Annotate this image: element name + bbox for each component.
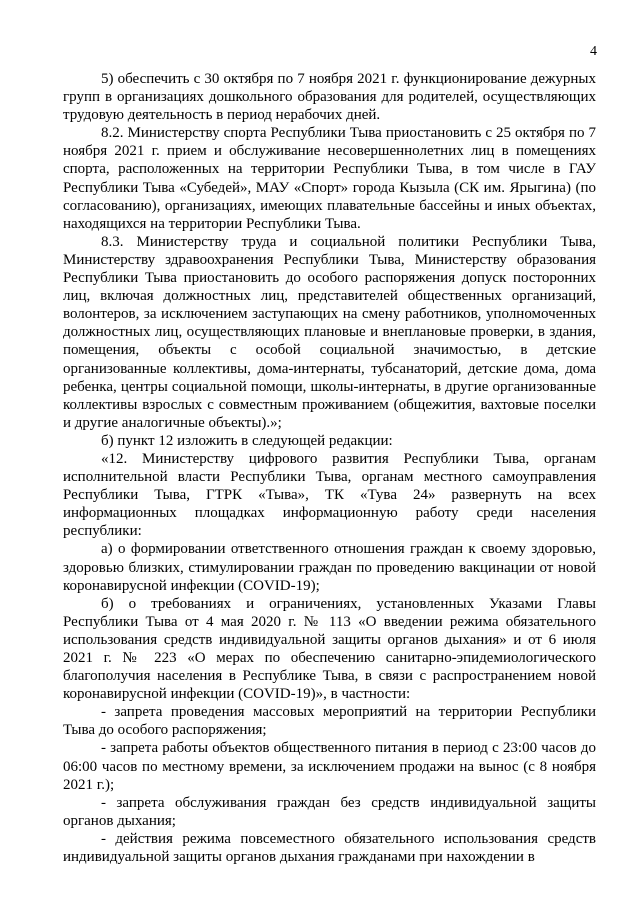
paragraph-point-12-amendment: б) пункт 12 изложить в следующей редакции:	[101, 432, 393, 449]
document-body	[63, 70, 596, 866]
paragraph-8-2-sports-ministry: 8.2. Министерству спорта Республики Тыва приостановить с 25 октября по 7 ноября 2021 г. прием и обслуживание несовершеннолетних лиц в помещениях спорта, расположенных на территории Республики Тыва, в том числе в ГАУ Республики Тыва «Субедей», МАУ «Спорт» города Кызыла (СК им. Ярыгина) (по согласованию), организациях, имеющих плавательные бассейны и иных объектах, находящихся на территории Республики Тыва.	[63, 125, 596, 232]
paragraph-8-3-labor-ministry: 8.3. Министерству труда и социальной политики Республики Тыва, Министерству здравоохранения Республики Тыва, Министерству образования Республики Тыва приостановить до особого распоряжения допуск посторонних лиц, включая должностных лиц, представителей общественных организаций, волонтеров, за исключением заступающих на смену работников, уполномоченных должностных лиц, осуществляющих плановые и внеплановые проверки, в здания, помещения, объекты с особой социальной значимостью, в детские организованные коллективы, дома-интернаты, тубсанаторий, детские дома, дома ребенка, центры социальной помощи, школы-интернаты, в другие организованные коллективы взрослых с совместным проживанием (общежития, вахтовые поселки и другие аналогичные объекты).»;	[63, 233, 596, 431]
list-item-mask-regime: - действия режима повсеместного обязательного использования средств индивидуальной защиты органов дыхания гражданами при нахождении в	[63, 830, 596, 866]
paragraph-day-care-groups: 5) обеспечить с 30 октября по 7 ноября 2021 г. функционирование дежурных групп в организациях дошкольного образования для родителей, осуществляющих трудовую деятельность в период нерабочих дней.	[63, 71, 596, 124]
list-item-catering-ban: - запрета работы объектов общественного питания в период с 23:00 часов до 06:00 часов по местному времени, за исключением продажи на вынос (с 8 ноября 2021 г.);	[63, 740, 596, 793]
list-item-service-without-ppe-ban: - запрета обслуживания граждан без средств индивидуальной защиты органов дыхания;	[63, 794, 596, 829]
paragraph-b-requirements: б) о требованиях и ограничениях, установленных Указами Главы Республики Тыва от 4 мая 2020 г. № 113 «О введении режима обязательного использования средств индивидуальной защиты органов дыхания» и от 6 июля 2021 г. № 223 «О мерах по обеспечению санитарно-эпидемиологического благополучия населения в Республике Тыва, в связи с распространением новой коронавирусной инфекции (COVID-19)», в частности:	[63, 595, 596, 703]
paragraph-a-responsibility: а) о формировании ответственного отношения граждан к своему здоровью, здоровью близких, стимулировании граждан по проведению вакцинации от новой коронавирусной инфекции (COVID-19);	[63, 541, 596, 594]
paragraph-12-digital-ministry: «12. Министерству цифрового развития Республики Тыва, органам исполнительной власти Республики Тыва, органам местного самоуправления Республики Тыва, ГТРК «Тыва», ТК «Тува 24» развернуть на всех информационных площадках информационную работу среди населения республики:	[63, 450, 596, 540]
list-item-mass-events-ban: - запрета проведения массовых мероприятий на территории Республики Тыва до особого распоряжения;	[63, 704, 596, 739]
page-number: 4	[590, 44, 597, 59]
